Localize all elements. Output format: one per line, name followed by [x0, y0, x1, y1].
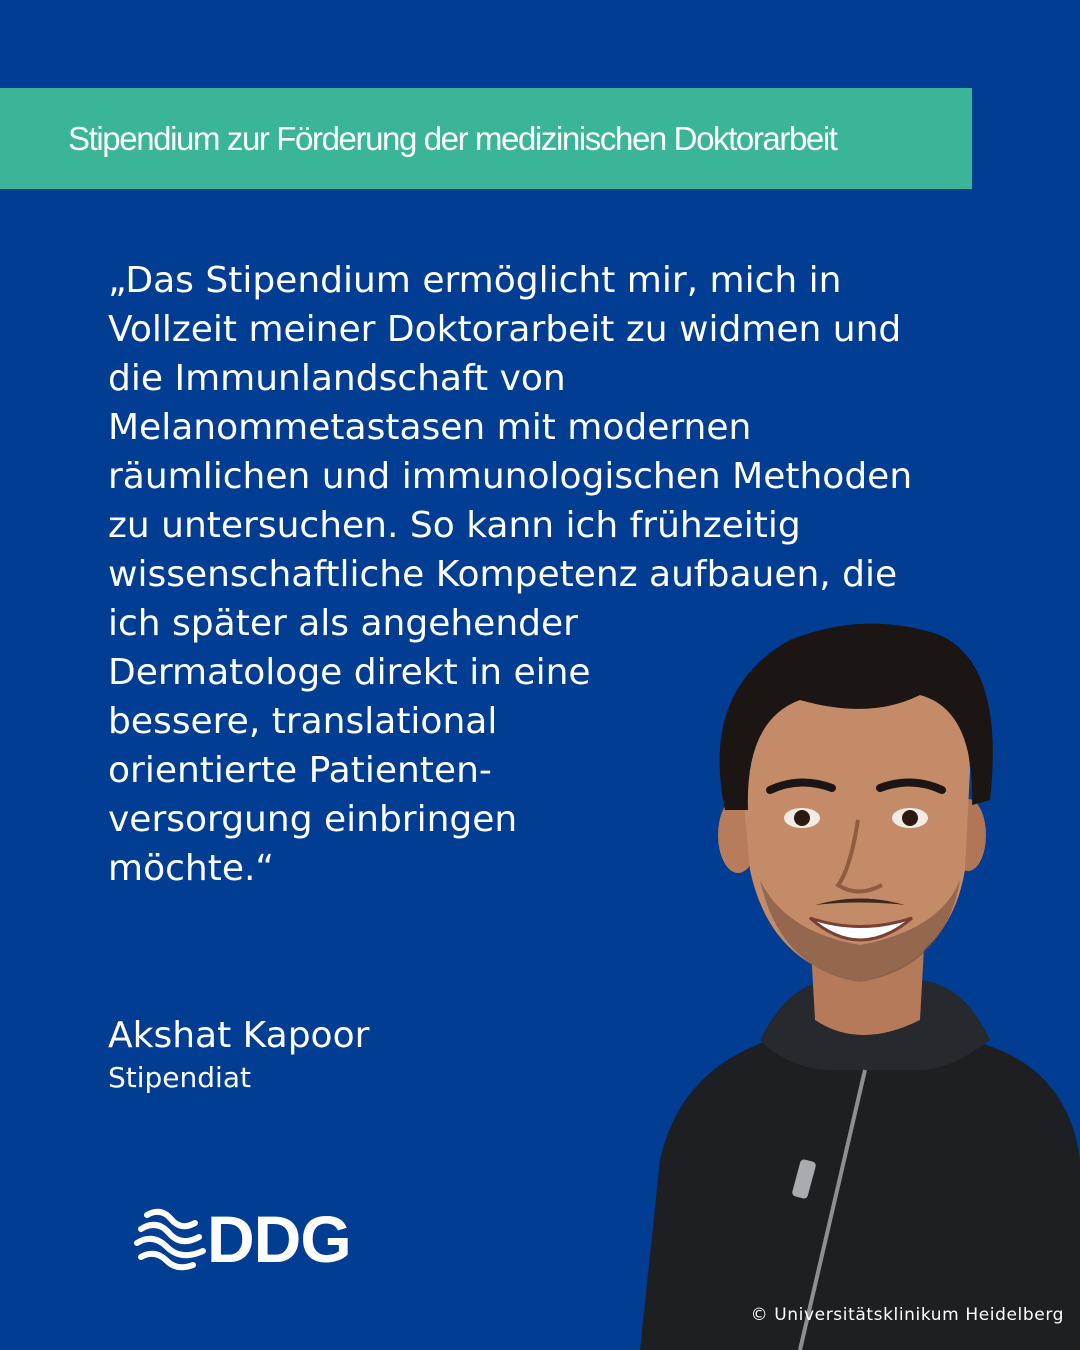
person-role: Stipendiat [108, 1061, 251, 1094]
banner-title: Stipendium zur Förderung der medizinischen Doktorarbeit [68, 119, 837, 157]
logo-wordmark: DDG [207, 1202, 351, 1276]
ddg-logo [133, 1203, 363, 1275]
testimonial-quote: „Das Stipendium ermöglicht mir, mich in Vollzeit meiner Doktorarbeit zu widmen und die Immunlandschaft von Melanommetastasen mit modernen räumlichen und immunologischen Methoden zu untersuchen. So kann ich frühzeitig wissenschaftliche Kompetenz aufbauen, die ich später als angehender Dermatologe direkt in eine bessere, translational orientierte Patienten- versorgung einbringen möchte.“ [108, 260, 913, 889]
person-name: Akshat Kapoor [108, 1015, 370, 1056]
header-banner [0, 88, 972, 189]
photo-copyright: © Universitätsklinikum Heidelberg [750, 1305, 1064, 1325]
portrait-photo [620, 600, 1080, 1350]
portrait-illustration [620, 600, 1080, 1350]
ddg-wave-icon [133, 1203, 211, 1275]
